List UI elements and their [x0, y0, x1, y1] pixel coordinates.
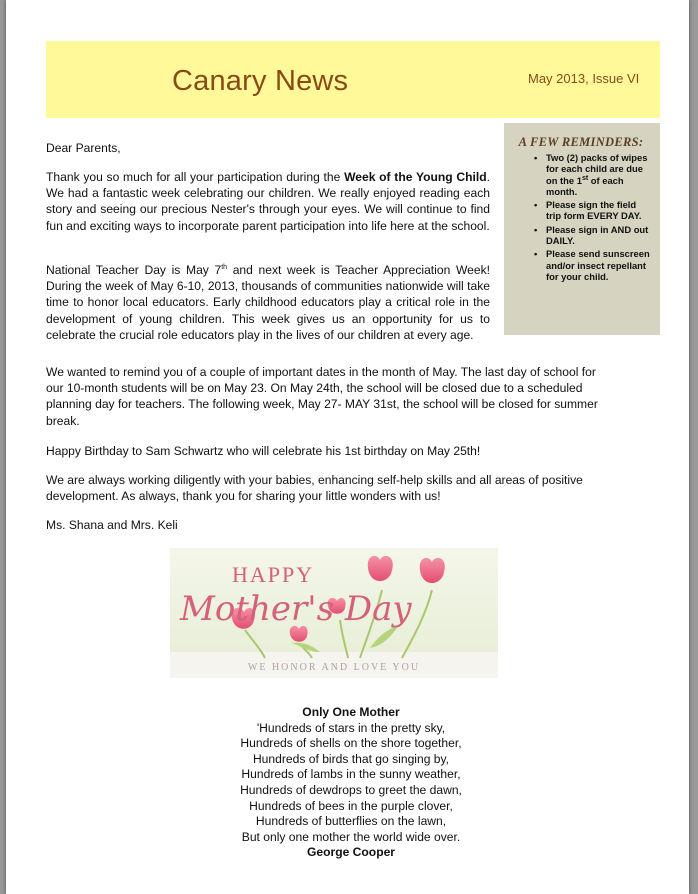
reminders-box [504, 123, 660, 335]
newsletter-page [6, 0, 689, 894]
greeting: Dear Parents, [46, 141, 121, 155]
poem-author: George Cooper [306, 845, 396, 860]
poem-line: Hundreds of lambs in the sunny weather, [241, 767, 461, 782]
mothers-day-graphic [170, 548, 498, 678]
issue-label: May 2013, Issue VI [528, 71, 640, 86]
bullet-icon: • [534, 152, 538, 163]
bullet-icon: • [534, 223, 538, 235]
reminder-item: • Two (2) packs of wipes for each child are due on the 1st of each month. [534, 152, 648, 197]
paragraph-important-dates: We wanted to remind you of a couple of important dates in the month of May. The last day of school for our 10-month students will be on May 23. On May 24th, the school will be closed due to a scheduled planning day for teachers. The following week, May 27- MAY 31st, the school will be closed for summer break. [46, 365, 598, 428]
paragraph-closing: We are always working diligently with your babies, enhancing self-help skills and all areas of positive development. As always, thank you for sharing your little wonders with us! [46, 473, 583, 504]
reminders-list [510, 152, 652, 282]
signature: Ms. Shana and Mrs. Keli [46, 518, 178, 532]
poem-line: But only one mother the world wide over. [241, 829, 461, 844]
poem-line: Hundreds of shells on the shore together, [240, 736, 462, 751]
tagline-text: WE HONOR AND LOVE YOU [247, 662, 421, 673]
reminder-item: • Please send sunscreen and/or insect repellant for your child. [534, 248, 650, 282]
reminders-title: A FEW REMINDERS: [518, 135, 644, 149]
masthead [46, 41, 660, 118]
paragraph-teacher-day: National Teacher Day is May 7th and next week is Teacher Appreciation Week! During the week of May 6-10, 2013, thousands of communities nationwide will take time to honor local educators. Early childhood educators play a critical role in the development of young children. This week gives us an opportunity for us to celebrate the crucial role educators play in the lives of our children at every age. [46, 263, 490, 342]
mothers-day-image [170, 548, 498, 678]
bullet-icon: • [534, 248, 538, 260]
reminder-item: • Please sign in AND out DAILY. [534, 223, 649, 247]
poem-line: Hundreds of dewdrops to greet the dawn, [240, 782, 462, 797]
paragraph-birthday: Happy Birthday to Sam Schwartz who will celebrate his 1st birthday on May 25th! [46, 444, 481, 458]
poem-line: 'Hundreds of stars in the pretty sky, [256, 720, 446, 735]
poem-title: Only One Mother [302, 705, 400, 719]
bullet-icon: • [534, 199, 538, 211]
newsletter-title: Canary News [172, 65, 349, 97]
poem [186, 705, 516, 861]
poem-line: Hundreds of birds that go singing by, [252, 751, 450, 766]
poem-line: Hundreds of bees in the purple clover, [249, 798, 453, 813]
mothers-day-script: Mother's Day [180, 589, 412, 629]
reminder-item: • Please sign the field trip form EVERY DAY. [534, 199, 642, 222]
paragraph-week-of-young-child: Thank you so much for all your participation during the Week of the Young Child. We had a fantastic week celebrating our children. We really enjoyed reading each story and seeing our precious Nester's through your eyes. We will continue to find fun and exciting ways to incorporate parent participation into life here at the school. [46, 170, 491, 233]
poem-line: Hundreds of butterflies on the lawn, [255, 814, 447, 829]
happy-text: HAPPY [232, 562, 315, 587]
